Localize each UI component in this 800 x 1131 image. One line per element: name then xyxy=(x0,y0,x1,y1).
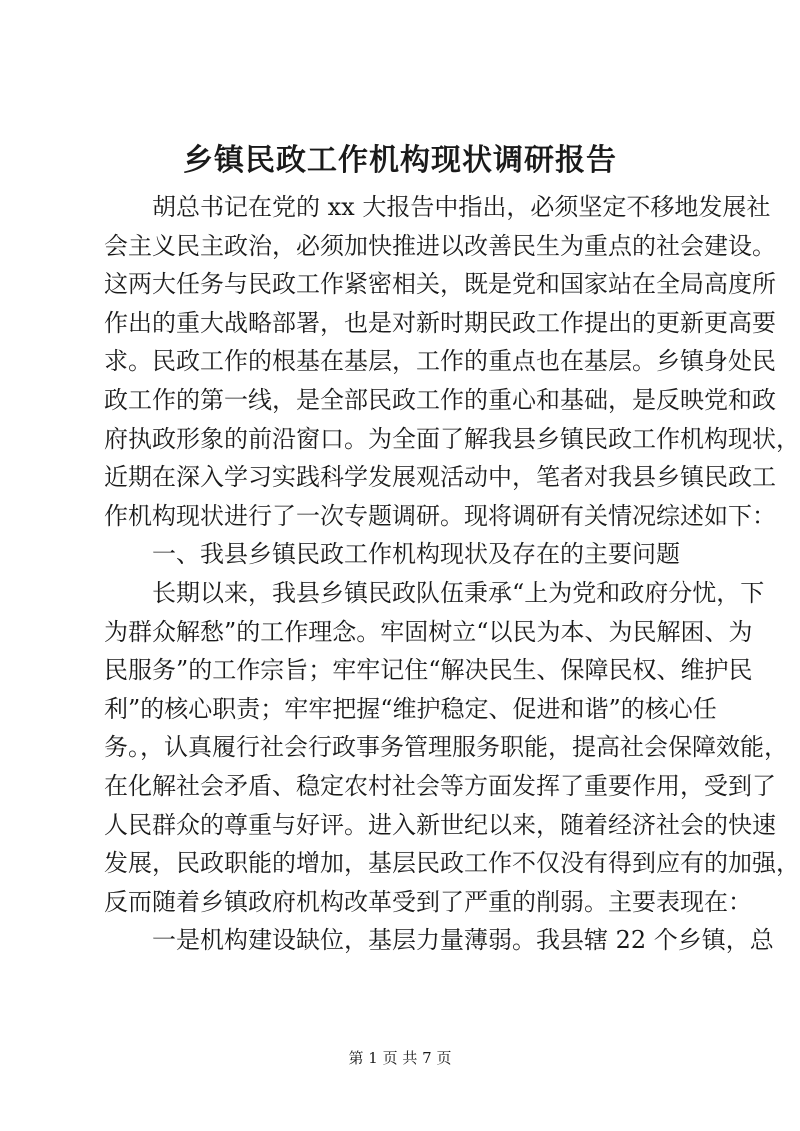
paragraph-line: 府执政形象的前沿窗口。为全面了解我县乡镇民政工作机构现状， xyxy=(104,424,800,453)
paragraph-line: 利”的核心职责；牢牢把握“维护稳定、促进和谐”的核心任 xyxy=(104,694,717,723)
section-heading: 一、我县乡镇民政工作机构现状及存在的主要问题 xyxy=(152,540,680,569)
paragraph-line: 这两大任务与民政工作紧密相关，既是党和国家站在全局高度所 xyxy=(104,270,776,299)
paragraph-line: 作出的重大战略部署，也是对新时期民政工作提出的更新更高要 xyxy=(104,308,776,337)
paragraph-line: 近期在深入学习实践科学发展观活动中，笔者对我县乡镇民政工 xyxy=(104,463,776,492)
paragraph-line: 会主义民主政治，必须加快推进以改善民生为重点的社会建设。 xyxy=(104,231,776,260)
document-body xyxy=(104,188,800,960)
paragraph-line: 长期以来，我县乡镇民政队伍秉承“上为党和政府分忧，下 xyxy=(152,578,765,607)
paragraph-line: 为群众解愁”的工作理念。牢固树立“以民为本、为民解困、为 xyxy=(104,617,753,646)
paragraph-line: 一是机构建设缺位，基层力量薄弱。我县辖 22 个乡镇，总 xyxy=(152,926,774,955)
paragraph-line: 人民群众的尊重与好评。进入新世纪以来，随着经济社会的快速 xyxy=(104,810,776,839)
paragraph-line: 民服务”的工作宗旨；牢牢记住“解决民生、保障民权、维护民 xyxy=(104,656,753,685)
paragraph-line: 胡总书记在党的 xx 大报告中指出，必须坚定不移地发展社 xyxy=(152,193,771,221)
page-number-footer: 第 1 页 共 7 页 xyxy=(348,1049,452,1067)
paragraph-line: 在化解社会矛盾、稳定农村社会等方面发挥了重要作用，受到了 xyxy=(104,771,776,800)
paragraph-line: 政工作的第一线，是全部民政工作的重心和基础，是反映党和政 xyxy=(104,385,776,414)
paragraph-line: 求。民政工作的根基在基层，工作的重点也在基层。乡镇身处民 xyxy=(104,347,776,376)
document-title: 乡镇民政工作机构现状调研报告 xyxy=(183,143,617,178)
paragraph-line: 务。，认真履行社会行政事务管理服务职能，提高社会保障效能， xyxy=(104,733,788,762)
paragraph-line: 作机构现状进行了一次专题调研。现将调研有关情况综述如下： xyxy=(104,501,776,530)
paragraph-line: 反而随着乡镇政府机构改革受到了严重的削弱。主要表现在： xyxy=(104,887,752,916)
paragraph-line: 发展，民政职能的增加，基层民政工作不仅没有得到应有的加强， xyxy=(104,849,800,878)
